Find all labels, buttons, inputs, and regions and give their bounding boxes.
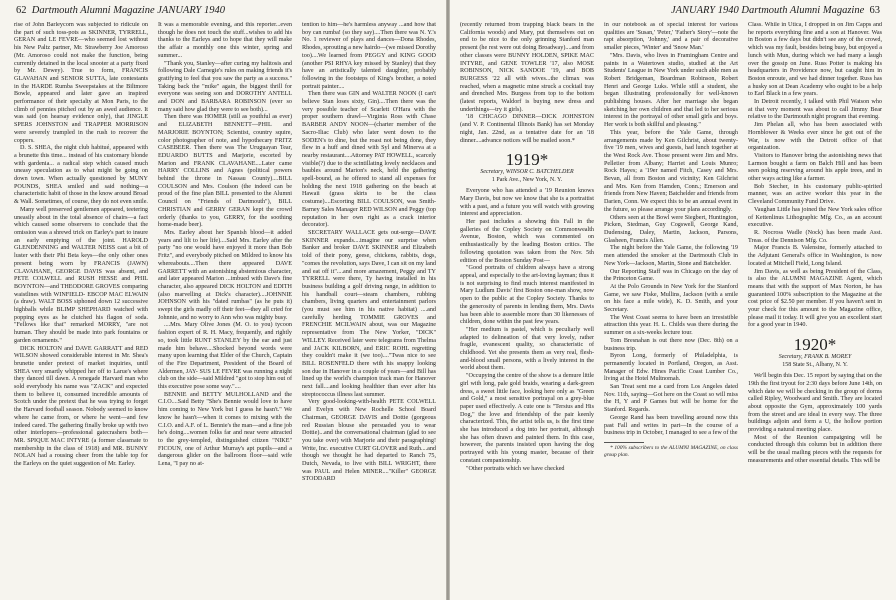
left-column-1 xyxy=(14,22,148,600)
paragraph: At the Polo Grounds in New York for the Stanford Game, we saw Fiske, Mullins, Jackson (with a smile on his face a mile wide), K. D. Smith, and your Secretary. xyxy=(604,283,738,314)
paragraph: tention to him—he's harmless anyway ...and how that boy can rumba! (so they say)....Then there was N. Y.'s No. 1 reviewer of plays and dances—Dona Rhodes, Rhodes, sprouting a new hairdo—(we missed Dorothy too)....We learned from PEGGY and KING GOOD (another PSI RHYA key missed by Stanley) that they have an artistically talented daughter, probably following in the footsteps of King's brother, a noted portrait painter.... xyxy=(302,22,436,90)
left-columns xyxy=(0,22,446,600)
paragraph: Tom Bresnahan is out there now (Dec. 8th) on a business trip. xyxy=(604,337,738,352)
paragraph: D. S. SHEA, the night club habitué, appeared with a brunette this time... instead of his customary blonde with gardenia... a radical step which caused much uneasy speculation as to what might be going on down town. When actually questioned by MUNY POUNDS, SHEA smiled and said nothing—a characteristic habit of those in the know around Broad & Wall. Sometimes, of course, they do not even smile. xyxy=(14,145,148,206)
paragraph: Mrs. Earley about her Spanish blood—it added years and lilt to her life)....Said Mrs. Earley after the party "no one would have enjoyed it more than Bob Fritz", and everybody pitched on Mildred to know his whereabouts....Then there appeared DAVE GARRETT with an astonishing abstemious character, and later appeared Marion ...imbued with Dave's fine character, also appeared DICK HOLTON and EDITH (also marvelling at Dick's character)....JOHNNIE JOHNSON with his "dated rumbas" (as he puts it) swept the girls madly off their feet—they all cried for Johnnie, and no worry to Ann who was mighty busy. xyxy=(158,229,292,321)
right-running-title: JANUARY 1940 Dartmouth Alumni Magazine xyxy=(670,5,865,16)
right-running-head xyxy=(671,5,880,16)
class-address: 1 Park Ave., New York, N. Y. xyxy=(491,176,563,183)
paragraph: Byron Long, formerly of Philadelphia, is permanently located in Portland, Oregon, as Asst. Manager of Edw. Hines Pacific Coast Lumber Co., living at the Hotel Multnomah. xyxy=(604,353,738,383)
right-columns xyxy=(450,22,896,600)
left-column-2 xyxy=(158,22,292,600)
paragraph: Jim Davis, as well as being President of the Class, is also the ALUMNI MAGAZINE Agent, which means that with the support of Max Norton, he has guaranteed 100% subscription to the Magazine at the cost price of $2.50 per member. If you haven't sent in your check for this amount to the Magazine office, please mail it today. It will give you an excellent start for a good year in 1940. xyxy=(748,268,882,329)
paragraph: We'll begin this Dec. 15 report by saying that on the 19th the first tryout for 2:30 days before June 14th, on which date we will be checking in the group of dorms called Ripley, Woodward and Smith. They are located about opposite the Gym, approximately 100 yards from the street and are ideal in every way. The three buildings adjoin and form a U, the hollow portion providing a natural meeting place. xyxy=(748,373,882,434)
right-column-3 xyxy=(748,22,882,600)
paragraph: Many well preserved gentlemen appeared, teetering uneasily about in the total absence of chairs—a fact which caused some observers to conclude that the omission was a shrewd trick on Earley's part to insure an early emptying of the joint. HAROLD GLENDENNING and WALTER NEISS cast a bit of luster with their Phi Beta keys—the only other ones present being worn by FRANCIS (JAWN) CLAVAHANE, GEORGE DAVIS was absent, and PETE COLWELL and RUSH HESSE and PHIL BOYNTON—and THEODORE GROVES comparing waistlines with WINFIELD- EBCOP MAC ELWAIN (a draw). WALT BOSS siphoned down 12 successive highballs while BLIMP SHEPHARD watched with popping eyes as he clutched his flagon of soda. "Fellows like that" remarked MORRY, "are not human. They should be made into park fountains or garden ornaments." xyxy=(14,206,148,344)
paragraph: DICK HOLTON and DAVE GARRATT and RED WILSON showed considerable interest in Mr. Shea's brunette under pretext of market inquiries, until SHEA very smartly whipped her off to Larue's where they danced till dawn. A renegade Harvard man who sold everybody his name was "ZACK" and expected them to believe it, consumed incredible amounts of Scotch under the pretext that he was trying to forget the Harvard football season. Nobody seemed to know where he came from, or where he went—and few indeed cared. The gathering finally broke up with two other interlopers—professional gatecrashers both—MR. SPIQUE MAC INTYRE (a former classmate to membership in the class of 1918) and MR. BUNNY NOLAN had a rousing cheer from the table top for the Earleys on the quiet suggestion of Mr. Earley. xyxy=(14,345,148,468)
class-year-1919: 1919* xyxy=(505,150,549,170)
paragraph: Very good-looking-with-health PETE COLWELL and Evelyn with New Rochelle School Board Chairman, GEORGE DAVIS and Dottie (gorgeous red Russian blouse she persuaded you to wear Dottie)...and the conversational chairman (glad to see you take over) with Marjorie and their paragraphing! Write, Inc. executive CURT GLOVER and Ruth....and though we thought he had departed to Ranch 75, Dutch, Nevada, to live with BILL WRIGHT, there was PAUL and Helen MINER...."Killer" GEORGE STODDARD xyxy=(302,399,436,483)
paragraph: "Good portraits of children always have a strong appeal, and especially to the art-loving layman; thus it is not surprising to find much interest manifested in Mary Ludlum Davis' first Boston one-man show, now open to the public at the Copley Society. Thanks to the generosity of parents in lending them, Mrs. Davis has been able to assemble more than 30 likenesses of children, done within the past few years. xyxy=(460,265,594,326)
paragraph: (recently returned from trapping black bears in the California woods) and Mary, put themselves out on end to be nice to the only grinning Stanford man present (he rest were out doing Broadway)....and from other classes were BUNNY HOLDEN, SPIKE MAC INTYRE, and GENE TOWLER '17, also MOSE ROBINSON, NICK SANDOE '19, and BOB BURGESS '22 all with wives...the climax was reached, when a magnetic mine struck a cocktail tray and drenched Mrs. Burgess from top to the bottom (latest reports, Waldorf is buying new dress and underthings—try it girls). xyxy=(460,22,594,113)
left-page-number: 62 xyxy=(16,5,27,16)
paragraph: rise of John Barleycorn was subjected to ridicule on the part of such toss-pots as SKINNER, TYRRELL, GERAN and LE FEVRE—who seemed lost without his New Paltz partner, Mr. Strawberry Joe Amoroso (Mr. Amoroso could not make the function, being currently detained in the local snooter at a party fixed by Mr. Dewey). True to form, FRANCIS GLAVAHAN and SENIOR SUTTA, late contestants in the HARDE Rumba Sweepstakes at the Biltmore Bowle, appeared and later gave an inspired performance of their specialty at Mon Paris, to the climb of pennies pitched out by an awed audience. It was said (on hearsay evidence only), that JINGLE SPERS JOHNSTON and TRAPPER MORRISON were severely trampled in the rush to recover the coppers. xyxy=(14,22,148,144)
paragraph: '18 CHICAGO DINNER—DICK JOHNSTON (and V. P. Continental Illinois Bank) has set Monday night, Jan. 22nd, as a tentative date for an '18 dinner....advance notices will be mailed soon.* xyxy=(460,114,594,144)
footnote-rule xyxy=(604,442,644,443)
paragraph: The night before the Yale Game, the following '19 men attended the smoker at the Dartmouth Club in New York—Jackson, Martin, Stone and Batchelder. xyxy=(604,245,738,267)
right-page xyxy=(450,0,896,600)
right-column-1 xyxy=(460,22,594,600)
paragraph: BENNIE and BETTY MULHOLLAND and the C.I.O....Said Betty "She's Bennie would love to have him coming to New York but I guess he hasn't." We know he hasn't—when it comes to mixing with the C.I.O. and A.F. of L. Bennie's the man—and a fine job he's doing....women folks far and near were attracted to the grey-templed, distinguished citizen "NIKE" FICOUN, one of Arthur Murray's apt pupils—and a dangerous glider on the ballroom floor—said wife Lena, "I pay no at- xyxy=(158,391,292,468)
paragraph: "Other portraits which we have checked xyxy=(466,465,565,472)
paragraph: ....Mrs. Mary Olive Jones (M. O. to you) tycoon fashion expert of R. H. Macy, frequently, and rightly so, took little RUNT STANLEY by the ear and just made him behave....Shocked beyond words were many upon learning that Elder of the Church, Captain of the Fire Department, President of the Board of Aldermen, JAY- SUS LE FEVRE was running a night club on the side—said Mildred "got to stop him out of this executive pose some way.".... xyxy=(158,322,292,391)
paragraph: Her past includes a showing this Fall in the galleries of the Copley Society on Commonwealth Avenue, Boston, which was commented on enthusiastically by the leading Boston critics. The following quotation was taken from the Nov. 5th edition of the Boston Sunday Post— xyxy=(460,219,594,264)
paragraph: Then there was GIN and WALTER NOON (I can't believe Stan loses sixty, Gin)....Then there was the very possible teacher of Scarlett O'Hara with the proper southern drawl—Virginia Ross with Chase BARBER ANDY NOON—(charter member of the Sacro-Iliac Club) who later went down to the SODEN's to dine, but the roast not being done, they flew in a huff and dined with Syl and Minerva at a nearby restaurant....Attorney PAT HOWELL, scarcely visible(?) due to the scintillating lovely necklaces and baubles around Marion's neck, held the gathering spell-bound, as he offered to stand all expenses for holding the next 1918 gathering on the beach at Hawaii (grass skirts to be the class costume)....Escorting BILL COULSON, was Smith-Barney Sales Manager RED WILSON and Peggy (top reputation in her own right as a crack interior decorator). xyxy=(302,91,436,229)
paragraph: "Mrs. Davis, who lives in Framingham Centre and paints in a Watertown studio, studied at the Art Students' League in New York under such able men as Robert Bridgeman, Boardman Robinson, Robert Henri and George Luks. While still a student, she began illustrating professionally for well-known publishing houses. After her marriage she began sketching her own children and that led to her serious interest in the portrayal of other small girls and boys. Her work is both skillful and pleasing." xyxy=(604,52,738,129)
paragraph: "Her medium is pastel, which is peculiarly well adapted to delineation of that very lovely, rather fragile, evanescent quality, so characteristic of childhood. Yet she presents them as very real, flesh-and-blood small persons, with a lively interest in the world about them. xyxy=(460,326,594,372)
paragraph: in our notebook as of special interest for various qualities are 'Susan,' 'Peter,' 'Father's Story'—note the rapt absorption, 'Johnny,' and a pair of decorative smaller pieces, 'Winter' and 'Snow Man.' xyxy=(604,22,738,52)
class-address: 158 State St., Albany, N. Y. xyxy=(782,361,848,368)
paragraph: This year, before the Yale Game, through arrangements made by Ken Gilchrist, about twenty-five '19 men, wives and guests, had lunch together at the West Rock Ave. Those present were Jim and Mrs. Pelletier from Albany; Harriet and Louis Munro; Rock Hayes; a '19er named Fitch, Casey and Mrs. Bevan, all from Boston and vicinity; Ken Gilchrist and Mrs. Ken from Hamden, Conn.; Emerson and friends from New Haven; Batchelder and friends from Darien, Conn. We expect this to be an annual event in the future, so please arrange your plans accordingly. xyxy=(604,129,738,213)
paragraph: Everyone who has attended a '19 Reunion knows Mary Davis, but now we know that she is a portraitist with a past, and a future you will watch with growing interest and appreciation. xyxy=(460,188,594,218)
paragraph: Bob Stecher, in his customary public-spirited manner, was an active worker this year in the Cleveland Community Fund Drive. xyxy=(748,183,882,206)
footnote: * 100% subscribers to the ALUMNI MAGAZINE, on class group plan. xyxy=(604,444,738,458)
paragraph: San Treat sent me a card from Los Angeles dated Nov. 11th, saying—Got here on the Coast so will miss the H, Y and P Games but will be home for the Stanford. Regards. xyxy=(604,384,738,414)
paragraph: George Rand has been travelling around now this past Fall and writes in part—In the course of a business trip in October, I managed to see a few of the xyxy=(604,414,738,437)
paragraph: Vaughan Little has joined the New York sales office of Kettenlinus Lithographic Mfg. Co., as an account executive. xyxy=(748,206,882,229)
class-secretary: Secretary, FRANK B. MOREY xyxy=(778,354,852,361)
paragraph: "Thank you, Stanley—after curing my halitosis and following Dale Carnegie's rules on making friends it's gratifying to feel that you saw the party as a success." Taking back the "mike" again, the biggest thrill for everyone was seeing son and DOROTHY ANTELL and DON and BARBARA ROBINSON (ever so many said how glad they were to see both)... xyxy=(158,60,292,113)
paragraph: "Occupying the centre of the show is a demure little girl with long, pale gold braids, wearing a dark-green dress, a sweet little face, looking here only as "Green and Gold," a most sensitive portrayal on a grey-blue paper used effectively. A cute one is "Tersius and His Dog," the love and friendship of the pair keenly characterized. This, the artist tells us, is the first time she has introduced a dog into her portrait, although she has often drawn and painted them. In this case, however, the parents insisted upon having the dog portrayed with his young master, because of their constant companionship. xyxy=(460,373,594,464)
paragraph: In Detroit recently, I talked with Phil Watson who at that very moment was about to call Jimmy Bear relative to the Dartmouth night program that evening. xyxy=(748,99,882,121)
paragraph: Then there was HOMER (still as youthful as ever) and ELIZABETH BENNETT—PHIL and MARJORIE BOYNTON; Scientist, country squire, color photographer of note, and hypothecary FRITZ CASEBEER. Then there was The Uruguayan Tear, EDUARDO BUTTS and Marjorie, escorted by Marion and FRANK CLAVAHANE....Later came HARRY COLLINS and Agnes (political powers behind the throne in Nassau County)....BILL COULSON and Mrs. Coulson (the indeed can be proud of the fine plan BILL presented to the Alumni Council on "Friends of Dartmouth"), BILL CHRISTIAN and GERRY GERAN kept the crowd orderly (thanks to you, GERRY, for the soothing home-made beer). xyxy=(158,114,292,229)
paragraph: It was a memorable evening, and this reporter...even though he does not touch the stuff...wishes to add his thanks to the Earleys and to hope that they will make the affair a monthly one this winter, spring and summer... xyxy=(158,22,292,59)
paragraph: The West Coast seems to have been an irresistible attraction this year. H. L. Childs was there during the summer on a six-weeks lecture tour. xyxy=(604,314,738,337)
paragraph: Others seen at the Bowl were Siegbert, Huntington, Picken, Stedman, Guy Cogswell, George Kand, Dudensing, Daley, Martin, Jackson, Parsons, Glasheen, Francis Allen. xyxy=(604,214,738,244)
paragraph: Major Francis B. Valensine, formerly attached to the Adjutant General's office in Washington, is now located at Mitchell Field, Long Island. xyxy=(748,245,882,267)
left-running-head xyxy=(16,5,225,16)
paragraph: SECRETARY WALLACE gets out-serge—DAVE SKINNER expands....imagine our surprise when Banker and broker DAVE SKINNER and Elizabeth told of their pony, geese, chickens, rabbits, dogs, "comes the revolution, says Dave, I can sit on my land and eat off it"....and more amazement, Peggy and TY TYRRELL were there, Ty having installed in his business building a golf driving range, in addition to his handball court—steam chambers, rubbing chambers, living quarters and entertainment parlors (you must see him in his native habitat) ....and carefully herding TOMMIE GROVES and FRENCHIE MCILWAIN about, was our Magazine representative from The New Yorker, "DICK" WILLEY. Received later were telegrams from Thelma and JACK KILBORN, and ERIC ROHL regretting they couldn't make it (we too)...."Twas nice to see BILL ROSENFELD there with his snappy looking son due in Hanover in a couple of years—and Bill has lined up the world's champion track man for Hanover next fall....and looking healthier than ever after his streptococcus illness last summer. xyxy=(302,229,436,398)
right-column-2 xyxy=(604,22,738,600)
left-column-3 xyxy=(302,22,436,600)
class-year-1920: 1920* xyxy=(793,335,837,355)
paragraph: Visitors to Hanover bring the astonishing news that Larmon bought a farm on Balch Hill and has been seen poking reserving around his apple trees, and in other ways acting like a farmer. xyxy=(748,152,882,183)
paragraph: R. Nocross Wadle (Nock) has been made Asst. Treas. of the Dennison Mfg. Co. xyxy=(748,229,882,244)
paragraph: Our Reporting Staff was in Chicago on the day of the Princeton Game. xyxy=(604,268,738,283)
paragraph: Most of the Reunion campaigning will be conducted through this column but in addition there will be the usual mailing pieces with the requests for measurements and other essential details. This will be xyxy=(748,434,882,464)
left-running-title: Dartmouth Alumni Magazine JANUARY 1940 xyxy=(31,5,226,16)
class-secretary: Secretary, WINSOR C. BATCHELDER xyxy=(480,169,574,176)
paragraph: Class. While in Utica, I dropped in on Jim Capps and he reports everything fine and a son at Hanover. Was in Boston a few days but didn't see any of the crowd, which was my fault, besides being busy, but enjoyed a lunch with Mun, during which we had many a laugh over the gossip on June. Russ Potter is making his headquarters in Providence now, but caught him in Boston enroute, and we had dinner together. Russ has a husky son at Dean Academy who ought to be a help to Earl Black in a few years. xyxy=(748,22,882,98)
right-page-number: 63 xyxy=(869,5,880,16)
paragraph: Jim Phelan all, who has been associated with Hornblower & Weeks ever since he got out of the War, is now with the Detroit office of that organization. xyxy=(748,122,882,152)
class-1919-heading xyxy=(460,151,594,184)
left-page xyxy=(0,0,446,600)
class-1920-heading xyxy=(748,336,882,369)
